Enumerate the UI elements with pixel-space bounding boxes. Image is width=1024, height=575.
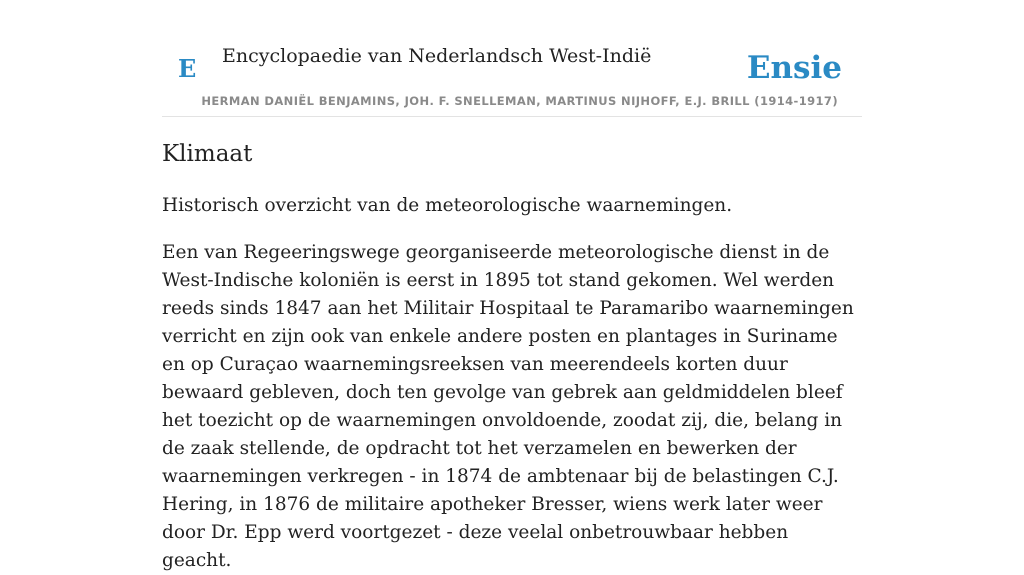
article-body: Een van Regeeringswege georganiseerde meteorologische dienst in de West-Indische koloniën is eerst in 1895 tot stand gekomen. Wel werden reeds sinds 1847 aan het Militair Hospitaal te Paramaribo waarnemingen verricht en zijn ook van enkele andere posten en plantages in Suriname en op Curaçao waarnemingsreeksen van meerendeels korten duur bewaard gebleven, doch ten gevolge van gebrek aan geldmiddelen bleef het toezicht op de waarnemingen onvoldoende, zoodat zij, die, belang in de zaak stellende, de opdracht tot het verzamelen en bewerken der waarnemingen verkregen - in 1874 de ambtenaar bij de belastingen C.J. Hering, in 1876 de militaire apotheker Bresser, wiens werk later weer door Dr. Epp werd voortgezet - deze veelal onbetrouwbaar hebben geacht. <box>162 242 854 571</box>
site-logo[interactable]: Ensie <box>746 50 842 86</box>
book-logo-icon[interactable]: E <box>178 54 197 83</box>
article-title: Klimaat <box>162 141 253 167</box>
article-subtitle: Historisch overzicht van de meteorologische waarnemingen. <box>162 195 733 216</box>
book-title[interactable]: Encyclopaedie van Nederlandsch West-Indië <box>222 45 652 67</box>
encyclopedia-header <box>162 0 862 117</box>
authors-credit: HERMAN DANIËL BENJAMINS, JOH. F. SNELLEMAN, MARTINUS NIJHOFF, E.J. BRILL (1914-1917) <box>201 94 838 108</box>
article <box>162 138 862 575</box>
